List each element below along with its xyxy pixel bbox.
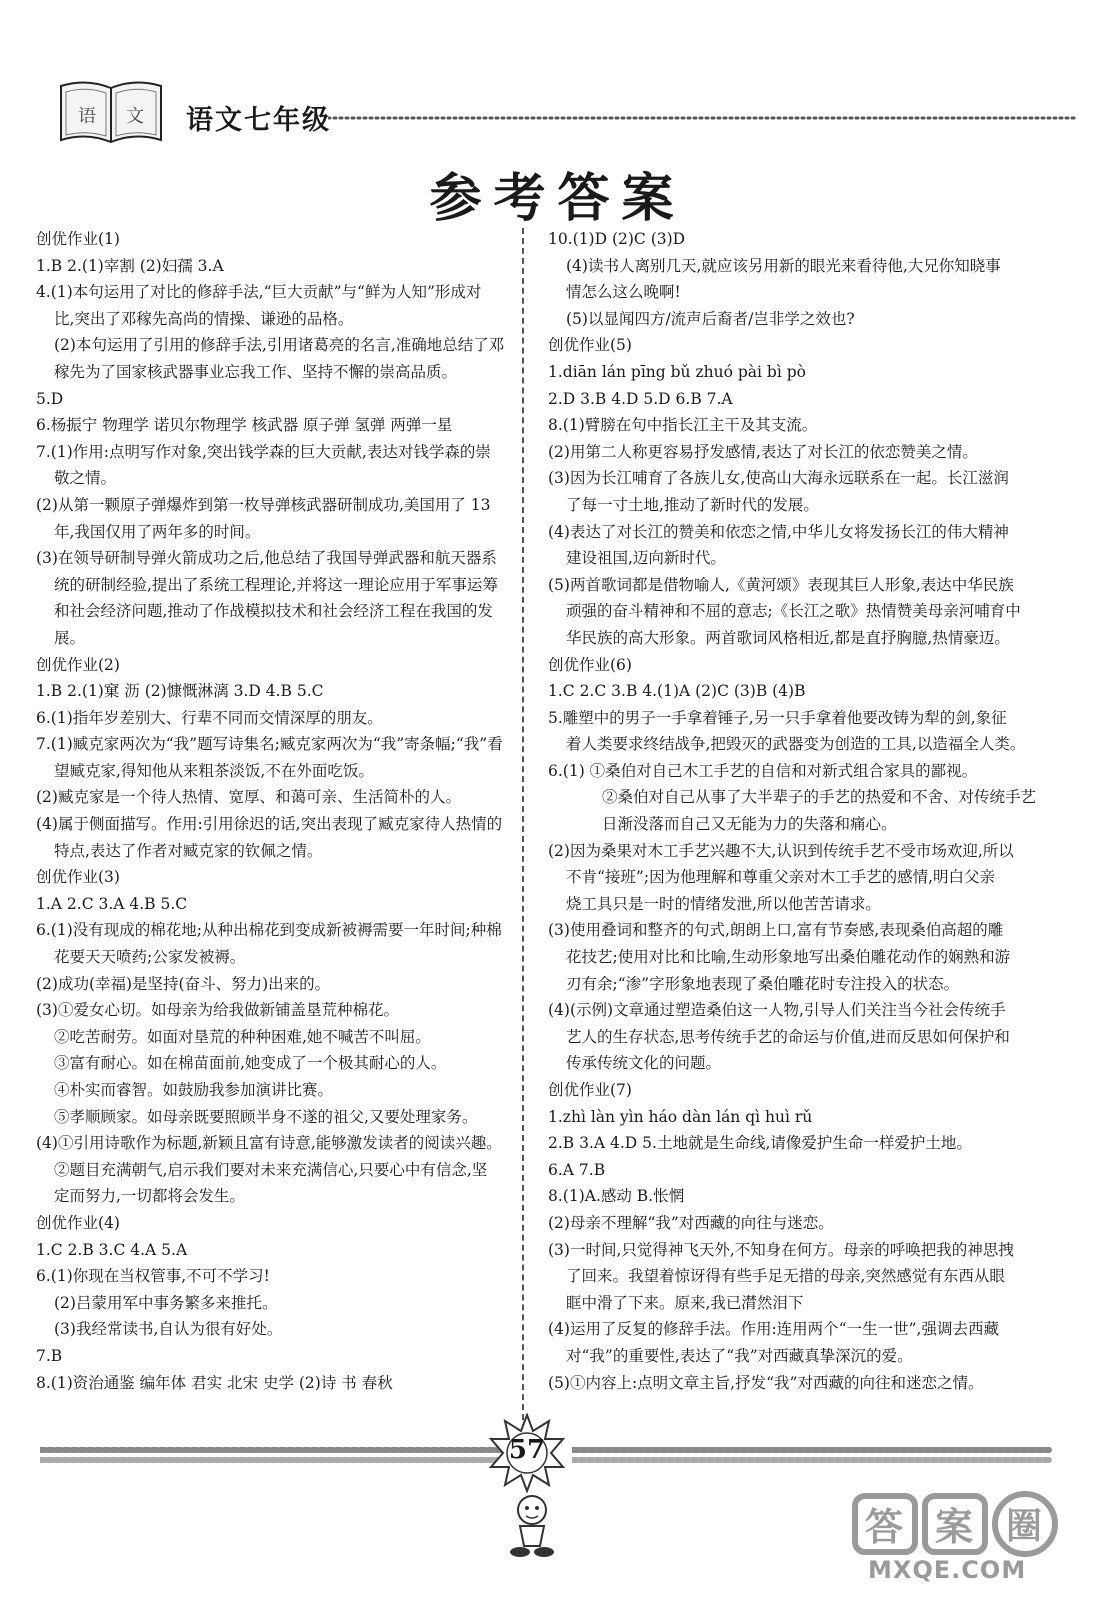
- book-char-right: 文: [126, 106, 144, 127]
- answer-line: 8.(1)A.感动 B.怅惘: [548, 1187, 685, 1206]
- answer-line: 5.D: [36, 389, 64, 408]
- answer-line: ④朴实而睿智。如鼓励我参加演讲比赛。: [54, 1081, 334, 1099]
- answer-line: 艺人的生存状态,思考传统手艺的命运与价值,进而反思如何保护和: [566, 1027, 1010, 1046]
- answer-line: 4.(1)本句运用了对比的修辞手法,“巨大贡献”与“鲜为人知”形成对: [36, 283, 482, 302]
- answer-line: (2)吕蒙用军中事务繁多来推托。: [54, 1293, 278, 1312]
- answer-line: 5.雕塑中的男子一手拿着锤子,另一只手拿着他要改铸为犁的剑,象征: [548, 708, 1007, 727]
- answer-line: ⑤孝顺顾家。如母亲既要照顾半身不遂的祖父,又要处理家务。: [54, 1107, 478, 1126]
- answer-line: 1.C 2.C 3.B 4.(1)A (2)C (3)B (4)B: [548, 682, 806, 701]
- answer-line: (3)一时间,只觉得神飞天外,不知身在何方。母亲的呼唤把我的神思拽: [548, 1240, 1014, 1259]
- header-dot-rule: [328, 114, 1078, 122]
- answer-line: 着人类要求终结战争,把毁灭的武器变为创造的工具,以造福全人类。: [566, 735, 1026, 754]
- answer-line: (4)读书人离别几天,就应该另用新的眼光来看待他,大兄你知晓事: [566, 256, 1001, 275]
- section-heading: 创优作业(3): [36, 868, 120, 887]
- answer-line: (2)成功(幸福)是坚持(奋斗、努力)出来的。: [36, 974, 331, 993]
- footer-dot-rule-right: [572, 1440, 1052, 1470]
- answer-line: (3)因为长江哺育了各族儿女,使高山大海永远联系在一起。长江滋润: [548, 469, 1009, 488]
- answer-line: 眶中滑了下来。原来,我已潸然泪下: [566, 1293, 804, 1312]
- answer-line: (4)(示例)文章通过塑造桑伯这一人物,引导人们关注当今社会传统手: [548, 1001, 1006, 1020]
- answer-line: (3)①爱女心切。如母亲为给我做新铺盖垦荒种棉花。: [36, 1001, 399, 1020]
- answer-line: (2)从第一颗原子弹爆炸到第一枚导弹核武器研制成功,美国用了 13: [36, 495, 491, 514]
- column-divider: [522, 228, 524, 1440]
- answer-line: 2.B 3.A 4.D 5.土地就是生命线,请像爱护生命一样爱护土地。: [548, 1134, 972, 1153]
- answer-line: 1.B 2.(1)窠 沥 (2)慷慨淋漓 3.D 4.B 5.C: [36, 682, 324, 701]
- answer-line: (3)在领导研制导弹火箭成功之后,他总结了我国导弹武器和航天器系: [36, 549, 497, 568]
- page-title: 参考答案: [429, 168, 686, 229]
- answer-line: 华民族的高大形象。两首歌词风格相近,都是直抒胸臆,热情豪迈。: [566, 628, 1010, 647]
- answer-line: 比,突出了邓稼先高尚的情操、谦逊的品格。: [54, 309, 354, 328]
- answer-line: 6.(1)没有现成的棉花地;从种出棉花到变成新被褥需要一年时间;种棉: [36, 921, 502, 940]
- answer-line: 定而努力,一切都将会发生。: [54, 1187, 245, 1206]
- answer-line: (3)我经常读书,自认为很有好处。: [54, 1320, 283, 1339]
- answer-line: (4)①引用诗歌作为标题,新颖且富有诗意,能够激发读者的阅读兴趣。: [36, 1134, 502, 1153]
- answer-line: 望臧克家,得知他从来粗茶淡饭,不在外面吃饭。: [54, 761, 374, 780]
- section-heading: 创优作业(7): [548, 1081, 632, 1099]
- answer-line: 统的研制经验,提出了系统工程理论,并将这一理论应用于军事运筹: [54, 575, 498, 594]
- answer-line: 1.diān lán pīng bǔ zhuó pài bì pò: [548, 362, 806, 381]
- section-heading: 创优作业(6): [548, 655, 632, 674]
- answer-line: 6.(1)你现在当权管事,不可不学习!: [36, 1267, 270, 1286]
- answer-line: 1.C 2.B 3.C 4.A 5.A: [36, 1240, 188, 1259]
- answer-line: 1.zhì làn yìn háo dàn lán qì huì rǔ: [548, 1107, 813, 1126]
- watermark-char-2: 案: [935, 1505, 974, 1549]
- answer-line: (2)因为桑果对木工手艺兴趣不大,认识到传统手艺不受市场欢迎,所以: [548, 841, 1014, 860]
- footer-dot-rule-left: [40, 1440, 520, 1470]
- answer-line: 稼先为了国家核武器事业忘我工作、坚持不懈的崇高品质。: [54, 362, 458, 381]
- answer-line: ②桑伯对自己从事了大半辈子的手艺的热爱和不舍、对传统手艺: [602, 788, 1036, 807]
- answer-line: 情怎么这么晚啊!: [566, 283, 681, 302]
- watermark-url: MXQE.COM: [868, 1556, 1027, 1584]
- answer-line: (4)属于侧面描写。作用:引用徐迟的话,突出表现了臧克家待人热情的: [36, 815, 503, 834]
- answer-line: 了每一寸土地,推动了新时代的发展。: [566, 495, 819, 514]
- watermark-char-1: 答: [865, 1505, 904, 1549]
- page-number: 57: [508, 1435, 546, 1465]
- answer-line: (4)表达了对长江的赞美和依恋之情,中华儿女将发扬长江的伟大精神: [548, 522, 1009, 541]
- answer-line: 7.(1)作用:点明写作对象,突出钱学森的巨大贡献,表达对钱学森的崇: [36, 442, 491, 461]
- answer-column-left: [36, 226, 524, 1441]
- answer-line: 8.(1)臂膀在句中指长江主干及其支流。: [548, 416, 818, 435]
- answer-line: 8.(1)资治通鉴 编年体 君实 北宋 史学 (2)诗 书 春秋: [36, 1373, 393, 1392]
- answer-line: ③富有耐心。如在棉苗面前,她变成了一个极其耐心的人。: [54, 1054, 447, 1073]
- answer-line: (5)以显闻四方/流声后裔者/岂非学之效也?: [566, 309, 855, 328]
- answer-line: 6.(1)指年岁差别大、行辈不同而交情深厚的朋友。: [36, 708, 383, 727]
- answer-line: (2)臧克家是一个待人热情、宽厚、和蔼可亲、生活简朴的人。: [36, 788, 461, 807]
- answer-line: 7.B: [36, 1346, 63, 1365]
- answer-line: 了回来。我望着惊讶得有些手足无措的母亲,突然感觉有东西从眼: [566, 1267, 1005, 1286]
- answer-line: (2)本句运用了引用的修辞手法,引用诸葛亮的名言,准确地总结了邓: [54, 336, 505, 355]
- answer-line: 敬之情。: [54, 469, 117, 488]
- section-heading: 创优作业(4): [36, 1213, 120, 1232]
- answer-line: 烧工具只是一时的情绪发泄,所以他苦苦请求。: [566, 894, 881, 913]
- answer-line: 6.(1) ①桑伯对自己木工手艺的自信和对新式组合家具的鄙视。: [548, 761, 978, 780]
- answer-line: 6.A 7.B: [548, 1160, 606, 1179]
- section-heading: 创优作业(1): [36, 230, 120, 248]
- answer-line: 对“我”的重要性,表达了“我”对西藏真挚深沉的爱。: [566, 1346, 913, 1365]
- answer-line: 2.D 3.B 4.D 5.D 6.B 7.A: [548, 389, 733, 408]
- subject-label: 语文七年级: [186, 105, 331, 136]
- answer-column-right: [548, 226, 1036, 1441]
- answer-line: 展。: [54, 628, 86, 647]
- page-number-badge: [487, 1413, 567, 1493]
- answer-line: (4)运用了反复的修辞手法。作用:连用两个“一生一世”,强调去西藏: [548, 1320, 999, 1339]
- answer-line: 7.(1)臧克家两次为“我”题写诗集名;臧克家两次为“我”寄条幅;“我”看: [36, 735, 503, 754]
- answer-line: (2)母亲不理解“我”对西藏的向往与迷恋。: [548, 1213, 834, 1232]
- answer-line: 6.杨振宁 物理学 诺贝尔物理学 核武器 原子弹 氢弹 两弹一星: [36, 416, 453, 435]
- answer-line: 日渐没落而自己又无能为力的失落和痛心。: [602, 815, 897, 834]
- answer-line: 传承传统文化的问题。: [566, 1054, 722, 1073]
- book-char-left: 语: [78, 106, 96, 127]
- answer-line: 10.(1)D (2)C (3)D: [548, 230, 686, 248]
- answer-line: ②题目充满朝气,启示我们要对未来充满信心,只要心中有信念,坚: [54, 1160, 488, 1179]
- answer-line: 花要天天喷药;公家发被褥。: [54, 948, 246, 967]
- answer-line: 和社会经济问题,推动了作战模拟技术和社会经济工程在我国的发: [54, 602, 493, 621]
- answer-line: ②吃苦耐劳。如面对垦荒的种种困难,她不喊苦不叫屈。: [54, 1027, 431, 1046]
- answer-line: 建设祖国,迈向新时代。: [566, 549, 726, 568]
- answer-line: 顽强的奋斗精神和不屈的意志;《长江之歌》热情赞美母亲河哺育中: [566, 602, 1021, 621]
- section-heading: 创优作业(2): [36, 655, 120, 674]
- open-book-icon: [56, 78, 166, 148]
- answer-line: 刃有余;“渗”字形象地表现了桑伯雕花时专注投入的状态。: [566, 974, 960, 993]
- answer-line: 年,我国仅用了两年多的时间。: [54, 522, 261, 541]
- answer-line: 1.B 2.(1)宰割 (2)妇孺 3.A: [36, 256, 224, 275]
- answer-line: (5)两首歌词都是借物喻人,《黄河颂》表现其巨人形象,表达中华民族: [548, 575, 1014, 594]
- answer-line: 特点,表达了作者对臧克家的钦佩之情。: [54, 841, 323, 860]
- answer-line: (5)①内容上:点明文章主旨,抒发“我”对西藏的向往和迷恋之情。: [548, 1373, 984, 1392]
- section-heading: 创优作业(5): [548, 336, 632, 355]
- answer-line: (3)使用叠词和整齐的句式,朗朗上口,富有节奏感,表现桑伯高超的雕: [548, 921, 1004, 940]
- answer-line: 不肯“接班”;因为他理解和尊重父亲对木工手艺的感情,明白父亲: [566, 868, 995, 887]
- mascot-icon: [500, 1488, 564, 1560]
- watermark-char-3: 圈: [1006, 1506, 1043, 1547]
- answer-line: (2)用第二人称更容易抒发感情,表达了对长江的依恋赞美之情。: [548, 442, 978, 461]
- answer-line: 1.A 2.C 3.A 4.B 5.C: [36, 894, 188, 913]
- answer-line: 花技艺;使用对比和比喻,生动形象地写出桑伯雕花动作的娴熟和游: [566, 948, 1011, 967]
- page-header: [56, 78, 1081, 158]
